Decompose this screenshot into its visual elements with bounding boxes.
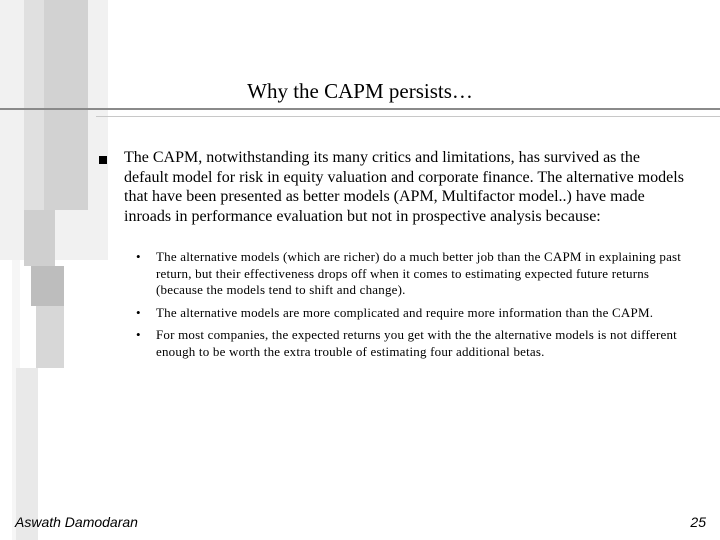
title-rule [0,108,720,110]
sub-bullet-text: The alternative models are more complicated and require more information than the CAPM. [156,304,654,320]
sub-bullet-item [136,305,696,322]
background-block [24,210,55,266]
sub-bullet-item [136,327,696,360]
background-block [44,0,88,210]
page-number: 25 [690,514,706,530]
main-bullet-text: The CAPM, notwithstanding its many critics and limitations, has survived as the default model for risk in equity valuation and corporate finance. The alternative models that have been presented as better models (APM, Multifactor model..) have made inroads in performance evaluation but not in prospective analysis because: [124,149,684,225]
bullet-dot-icon: • [136,249,141,264]
background-block [36,306,64,368]
title-rule-secondary [96,116,720,117]
bullet-dot-icon: • [136,304,141,320]
footer-author: Aswath Damodaran [15,514,138,530]
background-block [31,266,64,306]
sub-bullet-text: For most companies, the expected returns you get with the the alternative models is not different enough to be worth the extra trouble of estimating four additional betas. [156,327,677,359]
bullet-dot-icon: • [136,327,141,342]
slide-title: Why the CAPM persists… [247,79,473,103]
sub-bullet-list [136,249,696,366]
sub-bullet-text: The alternative models (which are richer) do a much better job than the CAPM in explaining past return, but their effectiveness drops off when it comes to estimating expected future returns (because the models tend to shift and change). [156,249,682,297]
sub-bullet-item [136,249,696,299]
square-bullet-icon [99,156,107,164]
